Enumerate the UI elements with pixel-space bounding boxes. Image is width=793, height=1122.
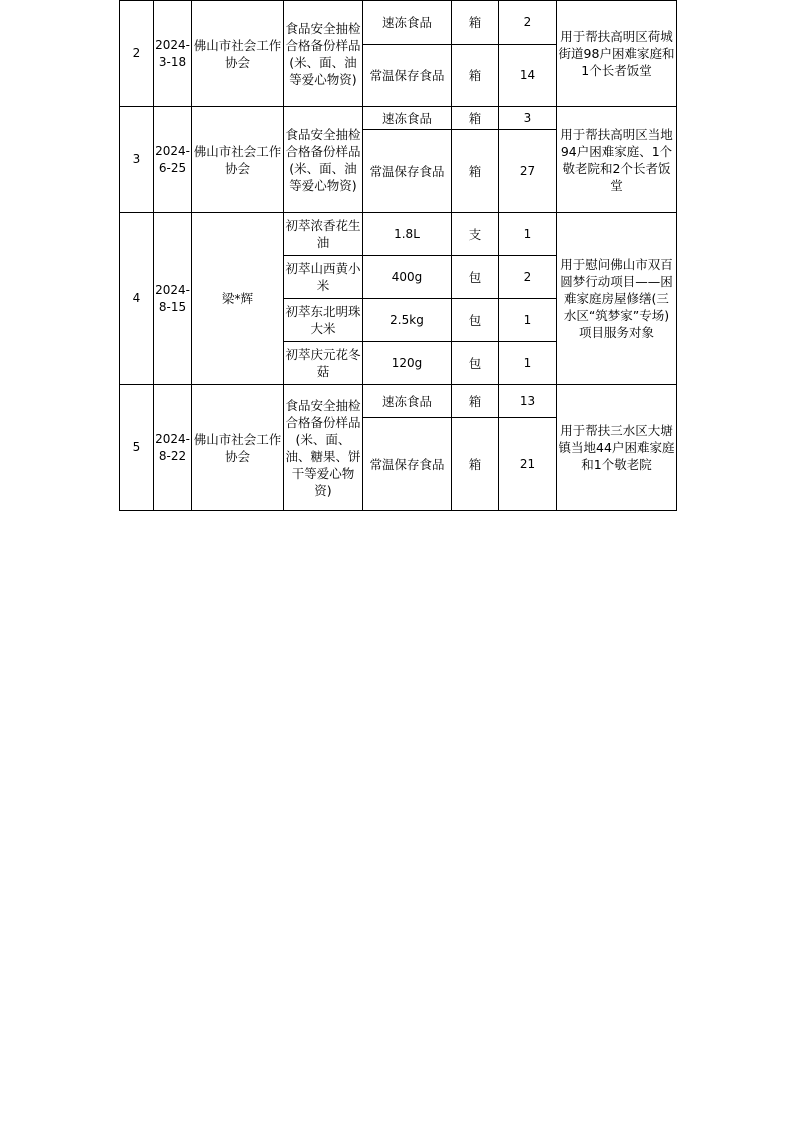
item-qty: 3 — [499, 107, 557, 130]
item-unit: 箱 — [452, 45, 499, 107]
item-spec: 常温保存食品 — [363, 130, 452, 213]
item-spec: 常温保存食品 — [363, 45, 452, 107]
table-row — [120, 385, 677, 418]
table-row — [120, 107, 677, 130]
item-spec: 速冻食品 — [363, 1, 452, 45]
item-name: 初萃山西黄小米 — [284, 256, 363, 299]
row-purpose: 用于帮扶三水区大塘镇当地44户困难家庭和1个敬老院 — [557, 385, 677, 511]
item-qty: 2 — [499, 256, 557, 299]
item-qty: 1 — [499, 299, 557, 342]
item-name: 初萃东北明珠大米 — [284, 299, 363, 342]
table-row — [120, 1, 677, 45]
row-index: 2 — [120, 1, 154, 107]
item-name: 食品安全抽检合格备份样品(米、面、油、糖果、饼干等爱心物资) — [284, 385, 363, 511]
item-qty: 14 — [499, 45, 557, 107]
item-spec: 常温保存食品 — [363, 418, 452, 511]
item-unit: 包 — [452, 342, 499, 385]
row-donor: 佛山市社会工作协会 — [192, 107, 284, 213]
item-unit: 包 — [452, 299, 499, 342]
row-index: 3 — [120, 107, 154, 213]
item-name: 初萃庆元花冬菇 — [284, 342, 363, 385]
row-date: 2024-8-15 — [154, 213, 192, 385]
item-name: 食品安全抽检合格备份样品(米、面、油等爱心物资) — [284, 1, 363, 107]
item-spec: 速冻食品 — [363, 385, 452, 418]
item-spec: 400g — [363, 256, 452, 299]
item-unit: 箱 — [452, 418, 499, 511]
item-unit: 箱 — [452, 107, 499, 130]
item-name: 食品安全抽检合格备份样品(米、面、油等爱心物资) — [284, 107, 363, 213]
item-unit: 箱 — [452, 1, 499, 45]
row-date: 2024-6-25 — [154, 107, 192, 213]
item-qty: 13 — [499, 385, 557, 418]
row-donor: 佛山市社会工作协会 — [192, 385, 284, 511]
item-unit: 包 — [452, 256, 499, 299]
item-qty: 2 — [499, 1, 557, 45]
item-qty: 27 — [499, 130, 557, 213]
item-qty: 1 — [499, 342, 557, 385]
item-qty: 21 — [499, 418, 557, 511]
row-purpose: 用于帮扶高明区荷城街道98户困难家庭和1个长者饭堂 — [557, 1, 677, 107]
item-qty: 1 — [499, 213, 557, 256]
row-purpose: 用于慰问佛山市双百圆梦行动项目——困难家庭房屋修缮(三水区“筑梦家”专场)项目服务对象 — [557, 213, 677, 385]
item-unit: 箱 — [452, 385, 499, 418]
row-donor: 佛山市社会工作协会 — [192, 1, 284, 107]
item-name: 初萃浓香花生油 — [284, 213, 363, 256]
row-index: 5 — [120, 385, 154, 511]
item-spec: 2.5kg — [363, 299, 452, 342]
row-purpose: 用于帮扶高明区当地94户困难家庭、1个敬老院和2个长者饭堂 — [557, 107, 677, 213]
row-date: 2024-8-22 — [154, 385, 192, 511]
row-date: 2024-3-18 — [154, 1, 192, 107]
row-index: 4 — [120, 213, 154, 385]
item-spec: 速冻食品 — [363, 107, 452, 130]
item-spec: 120g — [363, 342, 452, 385]
item-unit: 支 — [452, 213, 499, 256]
item-unit: 箱 — [452, 130, 499, 213]
donation-table — [119, 0, 677, 511]
item-spec: 1.8L — [363, 213, 452, 256]
table-row — [120, 213, 677, 256]
row-donor: 梁*辉 — [192, 213, 284, 385]
